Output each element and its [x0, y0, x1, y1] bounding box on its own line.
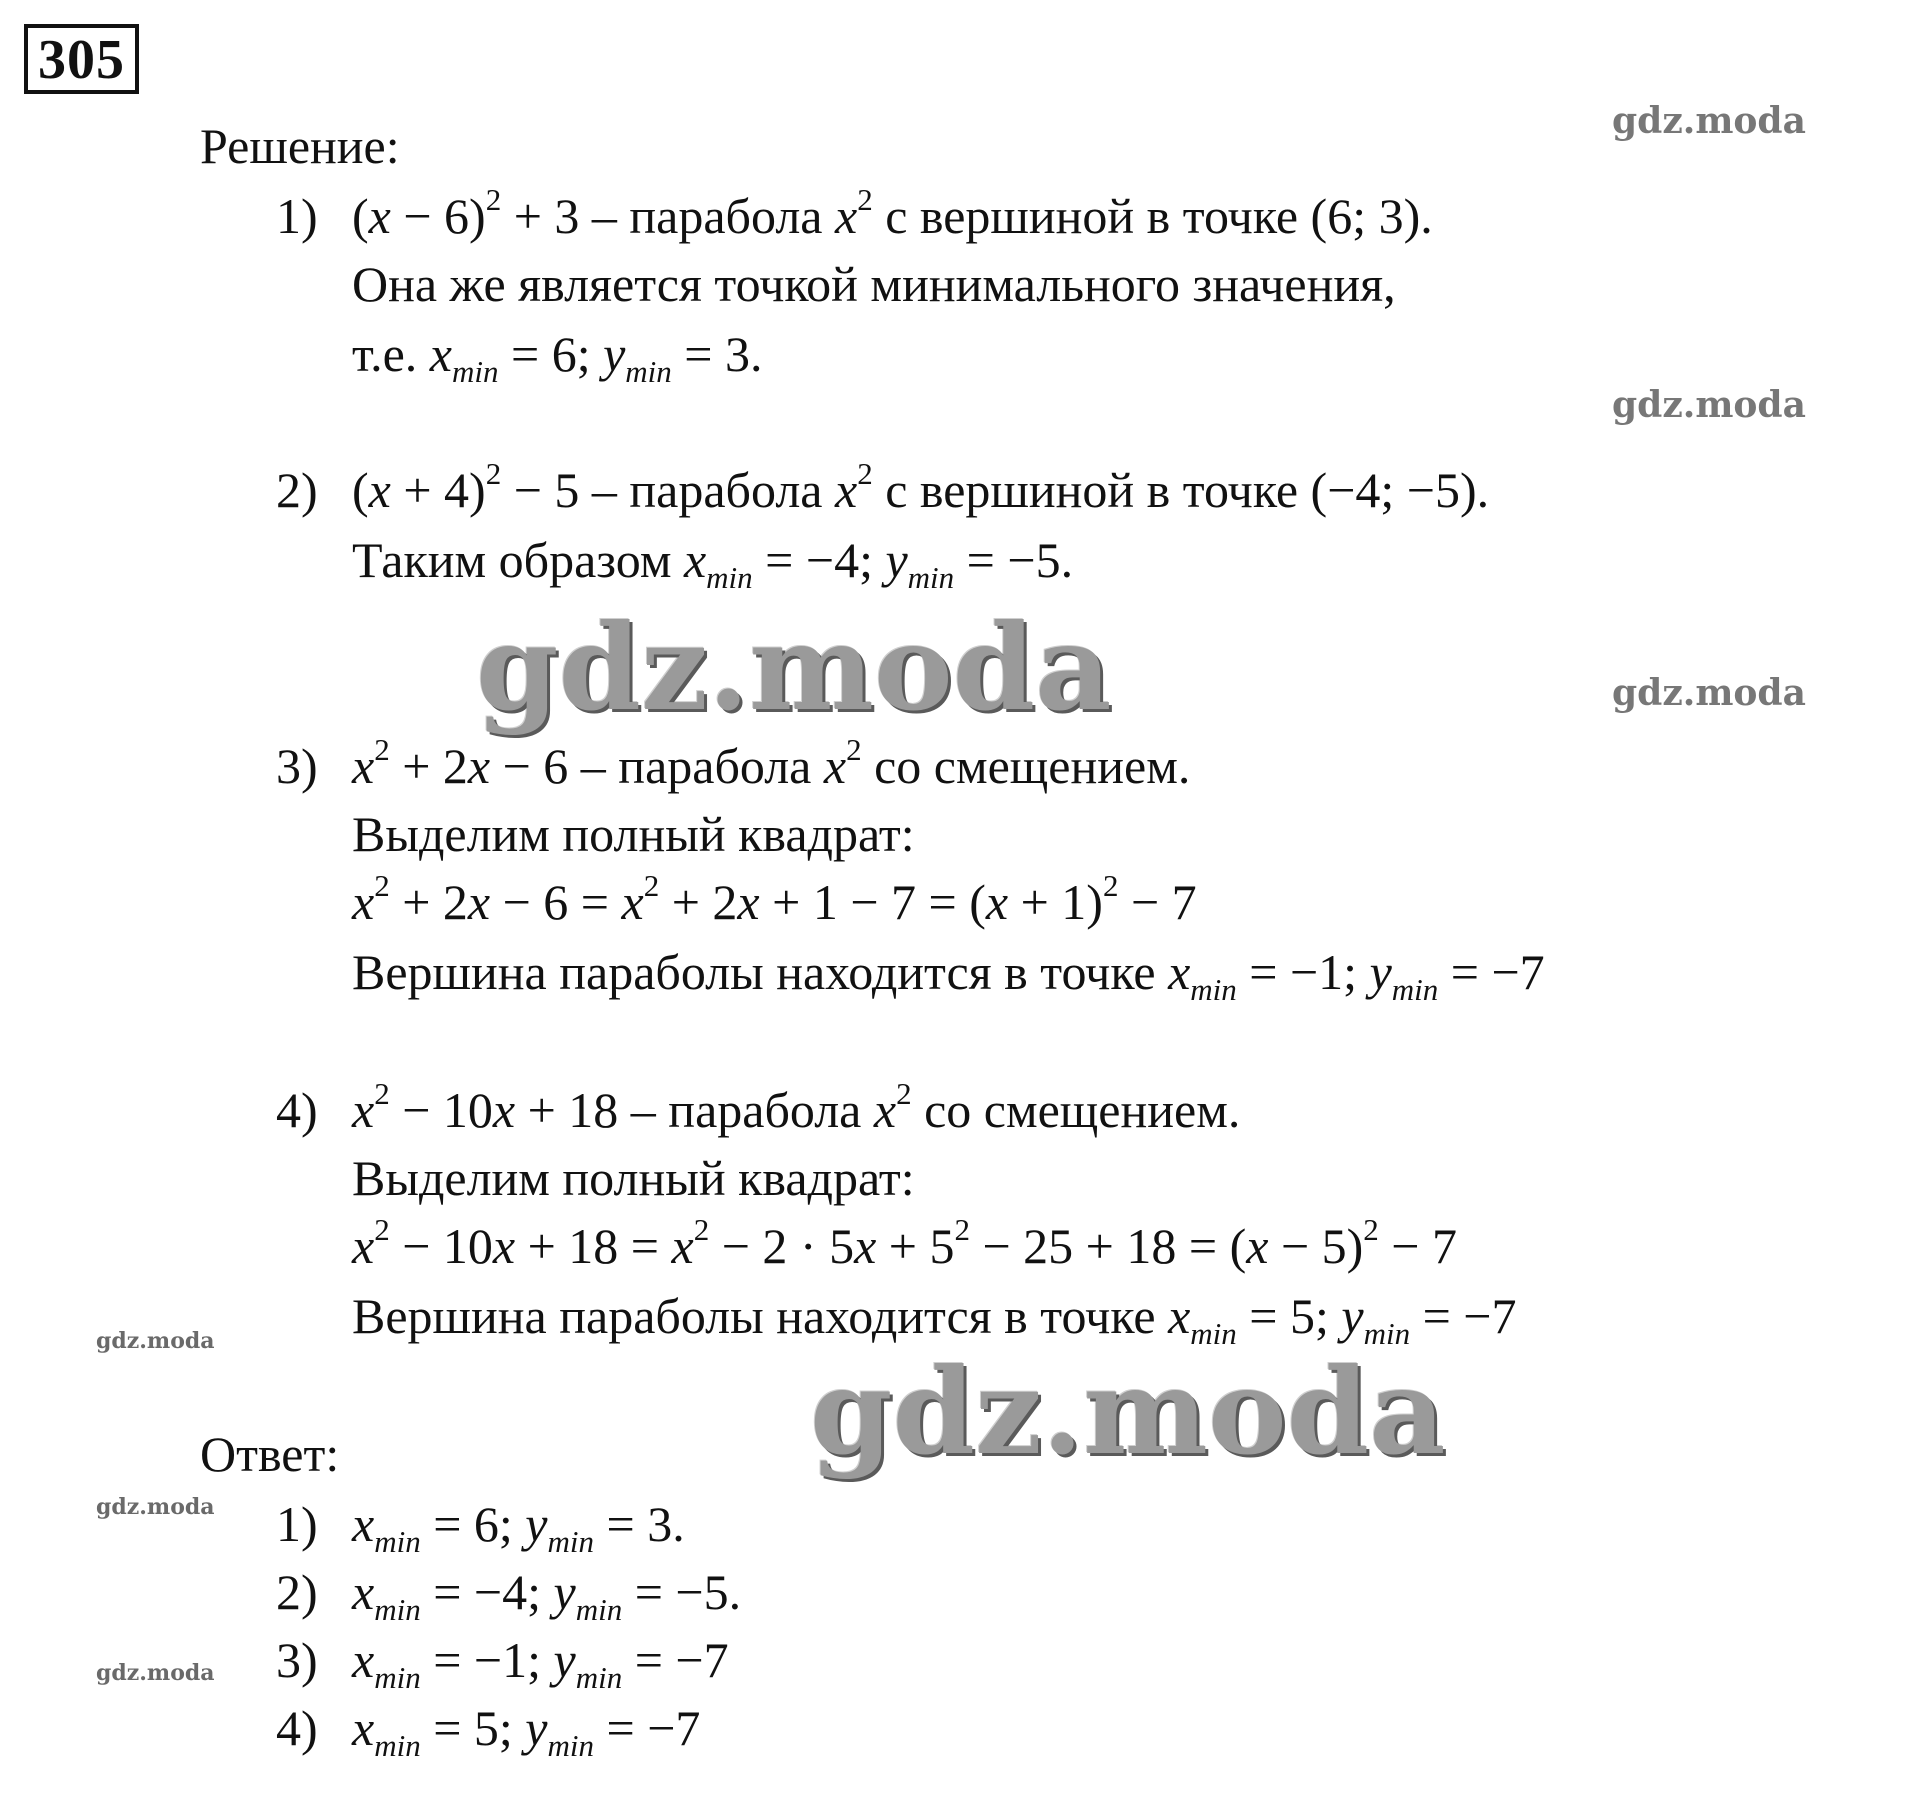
- watermark: gdz.moda: [1612, 672, 1806, 714]
- problem-number: 305: [24, 24, 139, 94]
- item-line: $x^2 - 10x + 18$ – парабола $x^2$ со смещением.: [352, 1075, 1241, 1138]
- item-line: Таким образом $x_{min} = -4$; $y_{min} = -5$.: [352, 532, 1074, 595]
- item-line: $(x - 6)^2 + 3$ – парабола $x^2$ с вершиной в точке (6; 3).: [352, 181, 1433, 244]
- item-label: 3): [276, 738, 318, 794]
- item-line: т.е. $x_{min} = 6$; $y_{min} = 3$.: [352, 326, 763, 389]
- answer-line: $x_{min} = -1$; $y_{min} = -7$: [352, 1632, 729, 1695]
- item-line: $x^2 + 2x - 6 = x^2 + 2x + 1 - 7 = (x + 1)^2 - 7$: [352, 867, 1197, 930]
- answer-label: 3): [276, 1632, 318, 1688]
- answer-line: $x_{min} = 6$; $y_{min} = 3$.: [352, 1496, 685, 1559]
- item-line: Вершина параболы находится в точке $x_{min} = 5$; $y_{min} = -7$: [352, 1288, 1517, 1351]
- watermark: gdz.moda: [96, 1328, 215, 1354]
- answer-label: 1): [276, 1496, 318, 1552]
- solution-heading: Решение:: [200, 118, 400, 174]
- watermark: gdz.moda: [96, 1494, 215, 1520]
- answer-label: 4): [276, 1700, 318, 1756]
- item-label: 1): [276, 188, 318, 244]
- item-line: $(x + 4)^2 - 5$ – парабола $x^2$ с вершиной в точке (−4; −5).: [352, 455, 1490, 518]
- answer-heading: Ответ:: [200, 1426, 340, 1482]
- answer-line: $x_{min} = -4$; $y_{min} = -5$.: [352, 1564, 742, 1627]
- item-line: Вершина параболы находится в точке $x_{min} = -1$; $y_{min} = -7$: [352, 944, 1545, 1007]
- item-line: Выделим полный квадрат:: [352, 806, 915, 862]
- watermark: gdz.moda: [476, 598, 1112, 737]
- item-line: Выделим полный квадрат:: [352, 1150, 915, 1206]
- item-label: 4): [276, 1082, 318, 1138]
- watermark: gdz.moda: [810, 1342, 1446, 1481]
- watermark: gdz.moda: [96, 1660, 215, 1686]
- watermark: gdz.moda: [1612, 100, 1806, 142]
- answer-label: 2): [276, 1564, 318, 1620]
- item-line: Она же является точкой минимального значения,: [352, 256, 1396, 312]
- item-line: $x^2 - 10x + 18 = x^2 - 2 \cdot 5x + 5^2 - 25 + 18 = (x - 5)^2 - 7$: [352, 1211, 1457, 1274]
- answer-line: $x_{min} = 5$; $y_{min} = -7$: [352, 1700, 701, 1763]
- watermark: gdz.moda: [1612, 384, 1806, 426]
- item-label: 2): [276, 462, 318, 518]
- item-line: $x^2 + 2x - 6$ – парабола $x^2$ со смещением.: [352, 731, 1191, 794]
